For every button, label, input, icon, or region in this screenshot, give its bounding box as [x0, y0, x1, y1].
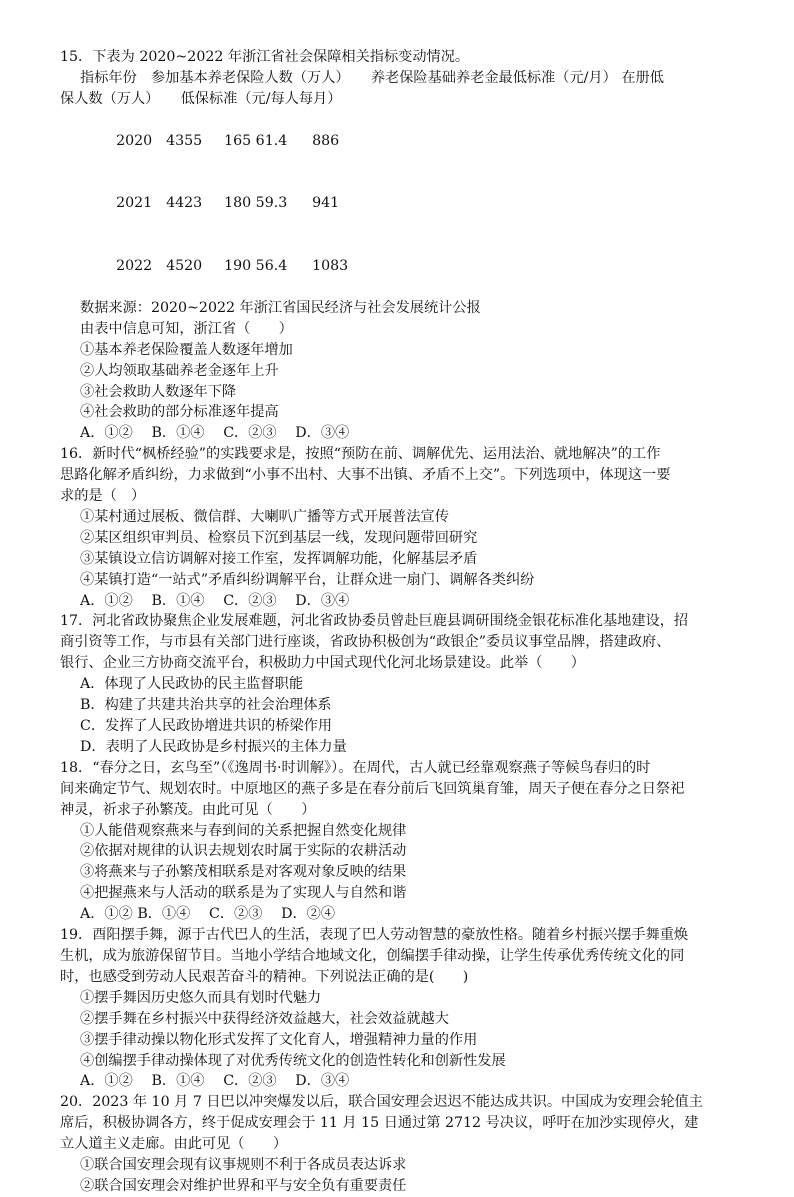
option-item: A．体现了人民政协的民主监督职能	[80, 676, 304, 693]
question-19	[60, 925, 782, 1092]
question-17	[60, 611, 782, 757]
answer-choices: A．①② B．①④ C．②③ D．③④	[80, 425, 350, 442]
option-item: ①联合国安理会现有议事规则不利于各成员表达诉求	[80, 1157, 407, 1174]
question-16	[60, 444, 782, 611]
page-content	[60, 47, 782, 1197]
question-stem: 15．下表为 2020~2022 年浙江省社会保障相关指标变动情况。	[60, 49, 470, 65]
table-cell: 2020	[116, 132, 153, 149]
question-stem: 神灵，祈求子孙繁茂。由此可见（ ）	[60, 801, 316, 818]
option-item: ①人能借观察燕来与春到间的关系把握自然变化规律	[80, 822, 407, 839]
option-item: ④某镇打造“一站式”矛盾纠纷调解平台，让群众进一扇门、调解各类纠纷	[80, 571, 535, 588]
table-row	[60, 110, 782, 173]
table-cell: 4355	[166, 132, 203, 149]
option-item: D．表明了人民政协是乡村振兴的主体力量	[80, 738, 347, 755]
answer-choices: A．①② B．①④ C．②③ D．③④	[80, 592, 350, 609]
option-item: ③某镇设立信访调解对接工作室，发挥调解功能，化解基层矛盾	[80, 550, 478, 567]
table-cell: 190 56.4	[224, 258, 288, 275]
question-stem: 思路化解矛盾纠纷，力求做到“小事不出村、大事不出镇、矛盾不上交”。下列选项中，体现这一要	[60, 467, 671, 484]
table-row	[60, 235, 782, 298]
table-cell: 2022	[116, 258, 153, 275]
table-cell: 180 59.3	[224, 195, 288, 212]
table-cell: 165 61.4	[224, 132, 288, 149]
table-cell: 2021	[116, 195, 153, 212]
answer-choices: A．①② B．①④ C．②③ D．②④	[80, 906, 336, 923]
table-cell: 4423	[166, 195, 203, 212]
question-stem: 银行、企业三方协商交流平台，积极助力中国式现代化河北场景建设。此举（ ）	[60, 655, 585, 672]
option-item: ①某村通过展板、微信群、大喇叭广播等方式开展普法宣传	[80, 508, 449, 525]
table-row	[60, 172, 782, 235]
option-item: ③社会救助人数逐年下降	[80, 383, 237, 400]
option-item: ②依据对规律的认识去规划农时属于实际的农耕活动	[80, 843, 407, 860]
option-item: ④创编摆手律动操体现了对优秀传统文化的创造性转化和创新性发展	[80, 1052, 506, 1069]
table-cell: 1083	[312, 258, 349, 275]
option-item: ③将燕来与子孙繁茂相联系是对客观对象反映的结果	[80, 864, 407, 881]
question-stem: 席后，积极协调各方，终于促成安理会于 11 月 15 日通过第 2712 号决议，呼吁在加沙实现停火，建	[60, 1115, 699, 1132]
question-stem: 商引资等工作，与市县有关部门进行座谈，省政协积极创为“政银企”委员议事堂品牌，搭建政府、	[60, 634, 671, 651]
question-stem: 20．2023 年 10 月 7 日巴以冲突爆发以后，联合国安理会迟迟不能达成共识。中国成为安理会轮值主	[60, 1094, 703, 1111]
option-item: C．发挥了人民政协增进共识的桥梁作用	[80, 718, 333, 734]
option-item: ①摆手舞因历史悠久而具有划时代魅力	[80, 989, 322, 1006]
option-item: ②联合国安理会对维护世界和平与安全负有重要责任	[80, 1177, 407, 1194]
question-stem: 求的是（ ）	[60, 488, 146, 505]
option-item: ①基本养老保险覆盖人数逐年增加	[80, 341, 293, 358]
question-stem: 生机，成为旅游保留节目。当地小学结合地域文化，创编摆手律动操，让学生传承优秀传统文化的同	[60, 947, 685, 964]
option-item: ④把握燕来与人活动的联系是为了实现人与自然和谐	[80, 885, 407, 902]
question-18	[60, 758, 782, 925]
option-item: B．构建了共建共治共享的社会治理体系	[80, 697, 332, 714]
option-item: ②人均领取基础养老金逐年上升	[80, 362, 279, 379]
table-cell: 886	[312, 132, 340, 149]
table-cell: 4520	[166, 258, 203, 275]
question-stem: 18．“春分之日，玄鸟至”（《逸周书·时训解》）。在周代，古人就已经靠观察燕子等候鸟春归的时	[60, 759, 651, 776]
option-item: ②某区组织审判员、检察员下沉到基层一线，发现问题带回研究	[80, 529, 478, 546]
answer-choices: A．①② B．①④ C．②③ D．③④	[80, 1073, 350, 1090]
table-header-cont: 保人数（万人） 低保标准（元/每人每月）	[60, 90, 342, 107]
table-header: 指标年份 参加基本养老保险人数（万人） 养老保险基础养老金最低标准（元/月） 在册低	[80, 69, 664, 86]
table-cell: 941	[312, 195, 340, 212]
option-item: ②摆手舞在乡村振兴中获得经济效益越大，社会效益就越大	[80, 1010, 449, 1027]
question-20	[60, 1092, 782, 1197]
question-stem: 17．河北省政协聚焦企业发展难题，河北省政协委员曾赴巨鹿县调研围绕金银花标准化基地建设，招	[60, 613, 689, 630]
question-stem: 时，也感受到劳动人民艰苦奋斗的精神。下列说法正确的是( )	[60, 968, 469, 985]
question-stem: 19．酉阳摆手舞，源于古代巴人的生活，表现了巴人劳动智慧的豪放性格。随着乡村振兴摆手舞重焕	[60, 927, 689, 944]
question-15	[60, 47, 782, 444]
question-prompt: 由表中信息可知，浙江省（ ）	[80, 320, 293, 337]
question-stem: 16．新时代“枫桥经验”的实践要求是，按照“预防在前、调解优先、运用法治、就地解决”的工作	[60, 446, 661, 463]
question-stem: 间来确定节气、规划农时。中原地区的燕子多是在春分前后飞回筑巢育雏，周天子便在春分之日祭祀	[60, 780, 685, 797]
data-source: 数据来源：2020~2022 年浙江省国民经济与社会发展统计公报	[80, 299, 481, 316]
option-item: ③摆手律动操以物化形式发挥了文化育人，增强精神力量的作用	[80, 1031, 478, 1048]
option-item: ④社会救助的部分标准逐年提高	[80, 404, 279, 421]
question-stem: 立人道主义走廊。由此可见（ ）	[60, 1136, 288, 1153]
